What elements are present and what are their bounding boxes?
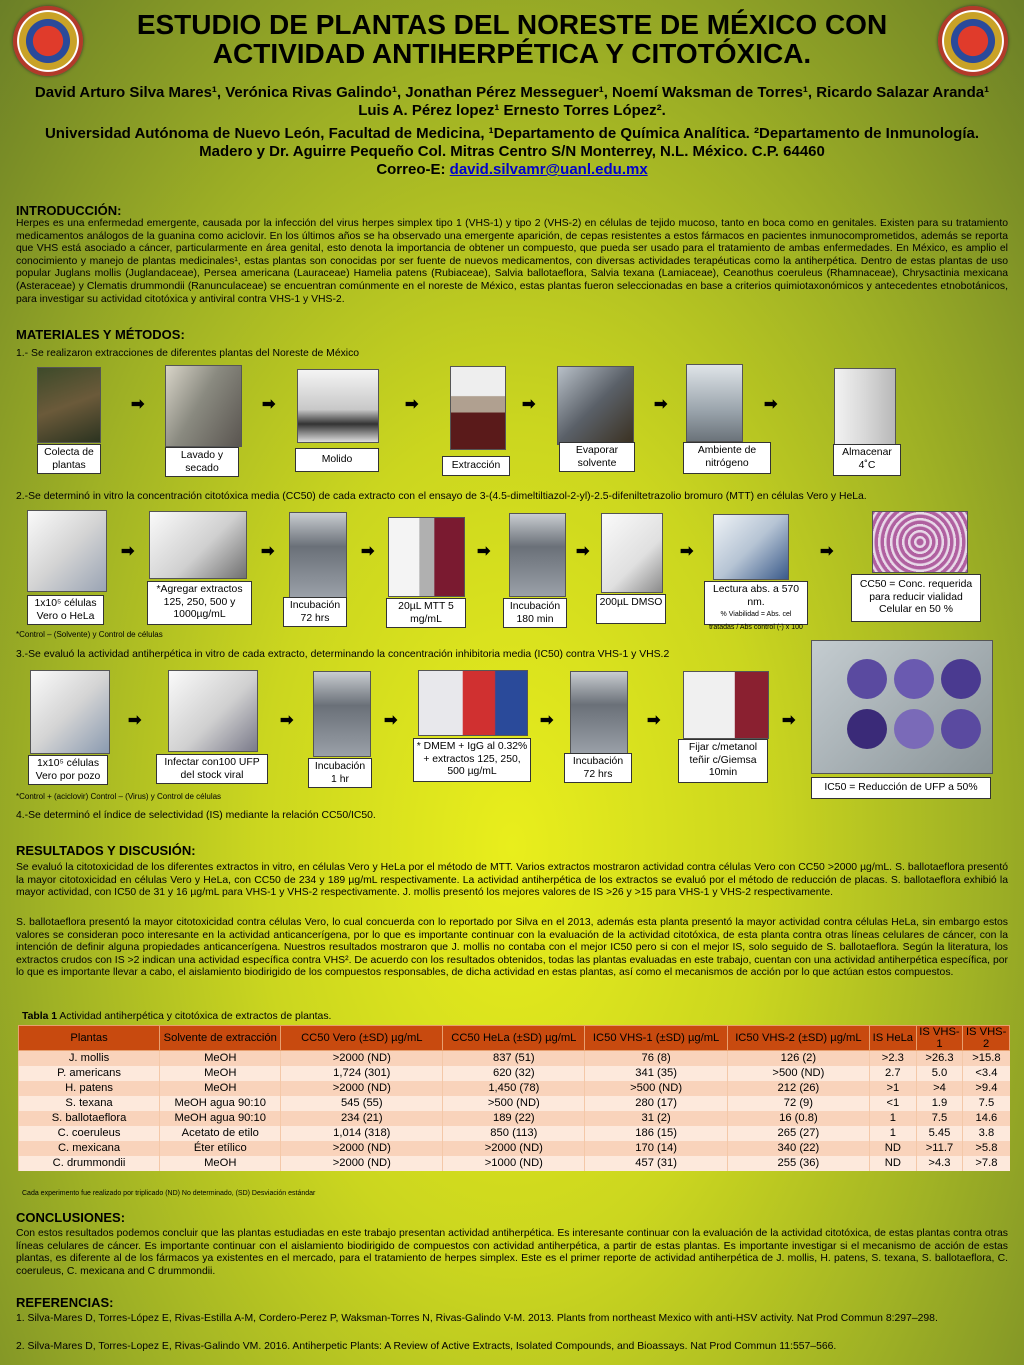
table-row [19,1111,1010,1126]
table-cell: 170 (14) [585,1141,727,1156]
table-cell: 7.5 [916,1111,963,1126]
label-incubation-72: Incubación 72 hrs [283,597,347,627]
photo-96-well-plate [872,511,968,573]
results-table [18,1025,1010,1171]
table-cell: <3.4 [963,1066,1010,1081]
table-row [19,1096,1010,1111]
table-cell: 186 (15) [585,1126,727,1141]
table-cell: 341 (35) [585,1066,727,1081]
label-infect: Infectar con100 UFP del stock viral [156,754,268,784]
affiliation-line-2: Madero y Dr. Aguirre Pequeño Col. Mitras Centro S/N Monterrey, N.L. México. C.P. 64460 [199,143,825,160]
table-cell: 545 (55) [281,1096,443,1111]
label-read-abs-text: Lectura abs. a 570 nm. [712,584,800,608]
uanl-seal-icon [13,6,83,76]
photo-mtt [388,517,465,597]
th-cc50-hela: CC50 HeLa (±SD) µg/mL [443,1026,585,1051]
photo-incubator-3 [313,671,371,757]
label-grind: Molido [295,448,379,472]
arrow-icon: ➡ [647,712,661,729]
label-incubation-72b: Incubación 72 hrs [564,753,632,783]
arrow-icon: ➡ [576,543,590,560]
table-cell: >2.3 [870,1051,917,1067]
table-cell: 1,450 (78) [443,1081,585,1096]
table-row [19,1126,1010,1141]
photo-giemsa [683,671,769,739]
arrow-icon: ➡ [131,396,145,413]
table-cell: 5.0 [916,1066,963,1081]
photo-incubator [289,512,347,598]
table-cell: S. ballotaeflora [19,1111,160,1126]
photo-incubator-4 [570,671,628,755]
label-cells-per-well: 1x10⁵ células Vero por pozo [28,755,108,785]
table-cell: MeOH [160,1051,281,1067]
table-cell: >500 (ND) [727,1066,869,1081]
label-nitrogen: Ambiente de nitrógeno [683,442,771,474]
photo-cells-plate [27,510,107,592]
intro-heading: INTRODUCCIÓN: [16,203,122,218]
table-cell: 212 (26) [727,1081,869,1096]
table-cell: >4.3 [916,1156,963,1171]
authors-line-2: Luis A. Pérez lopez¹ Ernesto Torres López². [358,102,666,119]
authors-line-1: David Arturo Silva Mares¹, Verónica Rivas Galindo¹, Jonathan Pérez Messeguer¹, Noemí Waksman de Torres¹, Ricardo Salazar Aranda¹ [34,84,990,101]
arrow-icon: ➡ [121,543,135,560]
table-cell: >2000 (ND) [281,1081,443,1096]
table-row [19,1081,1010,1096]
table-cell: >26.3 [916,1051,963,1067]
table-cell: S. texana [19,1096,160,1111]
label-fix-stain: Fijar c/metanol teñir c/Giemsa 10min [678,739,768,783]
table-cell: 620 (32) [443,1066,585,1081]
table-cell: >2000 (ND) [443,1141,585,1156]
table-cell: 1,014 (318) [281,1126,443,1141]
label-incubation-180: Incubación 180 min [503,598,567,628]
table-cell: 16 (0.8) [727,1111,869,1126]
email-line [20,161,1004,179]
arrow-icon: ➡ [384,712,398,729]
table-cell: 280 (17) [585,1096,727,1111]
methods-heading: MATERIALES Y MÉTODOS: [16,327,185,342]
arrow-icon: ➡ [405,396,419,413]
table-cell: 14.6 [963,1111,1010,1126]
table-cell: >2000 (ND) [281,1141,443,1156]
label-incubation-1h: Incubación 1 hr [308,758,372,788]
table-cell: 265 (27) [727,1126,869,1141]
th-is-vhs1: IS VHS-1 [916,1026,963,1051]
intro-text: Herpes es una enfermedad emergente, causada por la infección del virus herpes simplex tipo 1 (VHS-1) y tipo 2 (VHS-2) en células de tejido mucoso, tanto en boca como en genitales. Existen para su tratamiento medicamentos análogos de la guanina como aciclovir. En los últimos años se ha observado una emergente aparición, de cepas resistentes a estos fármacos en pacientes inmunocomprometidos, además se reporta que VHS está asociado a cáncer, particularmente en área genital, esto denota la importancia de obtener un compuesto, que pueda ser usado para el tratamiento de ambas enfermedades. En México, es amplio el conocimiento y manejo de plantas medicinales¹, estas plantas son conocidas por ser fuente de nuevos medicamentos, con diversas actividades terapéuticas como la antiherpética. Dentro de estas plantas de uso popular Juglans mollis (Juglandaceae), Persea americana (Lauraceae) Hamelia patens (Rubiaceae), Salvia ballotaeflora, Salvia texana (Lamiaceae), Ceanothus coeruleus (Rhamnaceae), Chrysactinia mexicana (Asteraceae) y Clematis drummondii (Ranunculaceae) se encuentran comúnmente en el noreste de México, estas plantas fueron seleccionadas en base a criterios quimiotaxonómicos y antecedentes etnobotánicos, para investigar su actividad citotóxica y antiviral contra VHS-1 y VHS-2. [16,218,1008,305]
table-cell: 7.5 [963,1096,1010,1111]
label-mtt: 20µL MTT 5 mg/mL [386,598,466,628]
label-cc50-definition: CC50 = Conc. requerida para reducir vialidad Celular en 50 % [851,574,981,622]
photo-incubator-2 [509,513,566,597]
label-extraction: Extracción [442,456,510,476]
affiliation [20,125,1004,179]
photo-faucet [165,365,242,447]
table-cell: >15.8 [963,1051,1010,1067]
table-caption-text: Actividad antiherpética y citotóxica de extractos de plantas. [57,1011,332,1022]
table-cell: 234 (21) [281,1111,443,1126]
table-cell: C. mexicana [19,1141,160,1156]
table-cell: 2.7 [870,1066,917,1081]
arrow-icon: ➡ [522,396,536,413]
photo-infect [168,670,258,752]
table-cell: >1 [870,1081,917,1096]
arrow-icon: ➡ [261,543,275,560]
arrow-icon: ➡ [280,712,294,729]
table-cell: >11.7 [916,1141,963,1156]
table-cell: 850 (113) [443,1126,585,1141]
step2-text: 2.-Se determinó in vitro la concentración citotóxica media (CC50) de cada extracto con el ensayo de 3-(4.5-dimeltiltiazol-2-yl)-2.5-difeniltetrazolio bromuro (MTT) en células Vero y HeLa. [16,491,867,502]
table-caption-bold: Tabla 1 [22,1011,58,1022]
table-row [19,1051,1010,1067]
table-cell: 5.45 [916,1126,963,1141]
table-footnote: Cada experimento fue realizado por triplicado (ND) No determinado, (SD) Desviación estándar [22,1190,316,1197]
table-cell: 3.8 [963,1126,1010,1141]
table-cell: <1 [870,1096,917,1111]
label-wash: Lavado y secado [165,447,239,477]
table-cell: P. americans [19,1066,160,1081]
table-cell: 255 (36) [727,1156,869,1171]
label-read-abs [704,581,808,631]
results-heading: RESULTADOS Y DISCUSIÓN: [16,843,196,858]
arrow-icon: ➡ [540,712,554,729]
label-store: Almacenar 4˚C [833,444,901,476]
photo-add-extracts [149,511,247,579]
table-cell: MeOH agua 90:10 [160,1111,281,1126]
table-cell: 126 (2) [727,1051,869,1067]
table-cell: 76 (8) [585,1051,727,1067]
arrow-icon: ➡ [128,712,142,729]
step2-note: *Control – (Solvente) y Control de células [16,630,163,639]
table-cell: >2000 (ND) [281,1156,443,1171]
affiliation-line-1: Universidad Autónoma de Nuevo León, Facultad de Medicina, ¹Departamento de Química Analítica. ²Departamento de Inmunología. [44,125,980,142]
table-row [19,1141,1010,1156]
step3-text: 3.-Se evaluó la actividad antiherpética in vitro de cada extracto, determinando la concentración inhibitoria media (IC50) contra VHS-1 y VHS.2 [16,649,670,660]
table-cell: J. mollis [19,1051,160,1067]
photo-dmso [601,513,663,593]
th-plantas: Plantas [19,1026,160,1051]
table-row [19,1066,1010,1081]
photo-rotavapor [557,366,634,445]
arrow-icon: ➡ [782,712,796,729]
step3-note: *Control + (aciclovir) Control – (Virus) y Control de células [16,792,222,801]
reference-1: 1. Silva-Mares D, Torres-López E, Rivas-Estilla A-M, Cordero-Perez P, Waksman-Torres N, Rivas-Galindo V-M. 2013. Plants from northeast Mexico with anti-HSV activity. Nat Prod Commun 8:297–298. [16,1313,938,1324]
arrow-icon: ➡ [764,396,778,413]
table-cell: Éter etílico [160,1141,281,1156]
th-solvente: Solvente de extracción [160,1026,281,1051]
table-cell: MeOH [160,1066,281,1081]
label-dmem-igg: * DMEM + IgG al 0.32% + extractos 125, 250, 500 µg/mL [413,738,531,782]
table-cell: ND [870,1141,917,1156]
table-cell: >9.4 [963,1081,1010,1096]
label-add-extracts: *Agregar extractos 125, 250, 500 y 1000µg/mL [147,581,252,625]
table-cell: C. coeruleus [19,1126,160,1141]
reference-2: 2. Silva-Mares D, Torres-Lopez E, Rivas-Galindo VM. 2016. Antiherpetic Plants: A Review of Active Extracts, Isolated Compounds, and Bioassays. Nat Prod Commun 11:557–566. [16,1341,837,1352]
viability-formula: % Viabilidad = Abs. cel tratadas / Abs control (-) x 100 [709,611,803,631]
table-cell: ND [870,1156,917,1171]
step1-text: 1.- Se realizaron extracciones de diferentes plantas del Noreste de México [16,348,360,359]
table-body [19,1051,1010,1172]
table-cell: 1 [870,1126,917,1141]
step4-text: 4.-Se determinó el índice de selectividad (IS) mediante la relación CC50/IC50. [16,810,376,821]
table-cell: 31 (2) [585,1111,727,1126]
table-cell: >500 (ND) [585,1081,727,1096]
table-cell: C. drummondii [19,1156,160,1171]
photo-nitrogen [686,364,743,442]
arrow-icon: ➡ [361,543,375,560]
arrow-icon: ➡ [262,396,276,413]
poster-title: ESTUDIO DE PLANTAS DEL NORESTE DE MÉXICO CON ACTIVIDAD ANTIHERPÉTICA Y CITOTÓXICA. [136,9,888,69]
th-is-hela: IS HeLa [870,1026,917,1051]
photo-dmeg-igg [418,670,528,736]
photo-cells-wells [30,670,110,754]
arrow-icon: ➡ [477,543,491,560]
photo-blender [297,369,379,443]
table-cell: Acetato de etilo [160,1126,281,1141]
conclusions-heading: CONCLUSIONES: [16,1210,126,1225]
table-cell: >7.8 [963,1156,1010,1171]
references-heading: REFERENCIAS: [16,1295,114,1310]
th-cc50-vero: CC50 Vero (±SD) µg/mL [281,1026,443,1051]
photo-extraction-flask [450,366,506,450]
table-cell: MeOH [160,1081,281,1096]
photo-plate-reader [713,514,789,580]
table-cell: 457 (31) [585,1156,727,1171]
photo-fridge [834,368,896,445]
table-cell: 837 (51) [443,1051,585,1067]
table-cell: >1000 (ND) [443,1156,585,1171]
table-row [19,1156,1010,1171]
table-cell: 1 [870,1111,917,1126]
label-collect: Colecta de plantas [37,444,101,474]
table-cell: H. patens [19,1081,160,1096]
table-header-row [19,1026,1010,1051]
label-cells: 1x10⁵ células Vero o HeLa [27,595,104,625]
table-cell: >500 (ND) [443,1096,585,1111]
results-paragraph-2: S. ballotaeflora presentó la mayor citotoxicidad contra células Vero, lo cual concuerda con lo reportado por Silva en el 2013, además esta planta presentó la mayor actividad contra células HeLa, sin embargo estos valores se consideran poco interesante en la actividad anticancerígena, por lo que es importante continuar con la evaluación de la actividad citotóxica, de esta planta contra otras líneas celulares de cáncer, con la intención de definir alguna propiedades anticancerígena. Nuestros resultados mostraron que J. mollis no contaba con el mejor IC50 pero si con el mejor IS, solo seguido de S. ballotaeflora. Según la literatura, los extractos crudos con IS >2 indican una actividad específica contra VHS². De acuerdo con los resultados obtenidos, todas las plantas evaluadas en este trabajo, cuentan con una actividad antiherpética específica, por lo que es importante llevar a cabo, el aislamiento biodirigido de los compuestos responsables, de dicha actividad en estas plantas, así como el mecanismos de acción por lo que actúan estos compuestos. [16,917,1008,979]
table-caption [22,1011,331,1022]
arrow-icon: ➡ [820,543,834,560]
th-is-vhs2: IS VHS-2 [963,1026,1010,1051]
table-cell: MeOH [160,1156,281,1171]
table-cell: 189 (22) [443,1111,585,1126]
label-ic50-definition: IC50 = Reducción de UFP a 50% [811,777,991,799]
authors [20,84,1004,120]
table-cell: 72 (9) [727,1096,869,1111]
photo-collect [37,367,101,443]
label-dmso: 200µL DMSO [596,594,666,624]
medicina-seal-icon [938,6,1008,76]
email-link[interactable]: david.silvamr@uanl.edu.mx [449,161,648,178]
email-label: Correo-E: [376,161,450,178]
conclusions-text: Con estos resultados podemos concluir que las plantas estudiadas en este trabajo presentan actividad antiherpética. Es interesante continuar con la evaluación de la actividad citotóxica, de estas plantas contra otras líneas celulares de cáncer. Es importante continuar con el aislamiento biodirigido de compuestos con actividad antiherpética, a partir de estas plantas. Es importante investigar si el mecanismo de acción de estas plantas, es diferente al de los fármacos ya existentes en el mercado, para el tratamiento de herpes simplex. Este es el primer reporte de actividad antiherpética de J. mollis, H. patens, S. texana, S. ballotaeflora, C. coeruleus, C. mexicana and C drummondii. [16,1228,1008,1277]
th-ic50-vhs2: IC50 VHS-2 (±SD) µg/mL [727,1026,869,1051]
table-cell: 1,724 (301) [281,1066,443,1081]
table-cell: 1.9 [916,1096,963,1111]
table-cell: >4 [916,1081,963,1096]
results-paragraph-1: Se evaluó la citotoxicidad de los diferentes extractos in vitro, en células Vero y HeLa por el método de MTT. Varios extractos mostraron actividad contra células Vero con CC50 >2000 µg/mL. S. ballotaeflora presentó la mayor citotoxicidad en células Vero y HeLa, con CC50 de 234 y 189 µg/mL respectivamente. La actividad antiherpética de los extractos se evaluó por el método de reducción de placas. S. ballotaeflora exhibió la mayor actividad, con IC50 de 31 y 16 µg/mL para VHS-1 y VHS-2 respectivamente. J. mollis presentó los mejores valores de IS >26 y >15 para VHS-1 y VHS-2 respectivamente. [16,862,1008,899]
label-evaporate: Evaporar solvente [559,442,635,472]
table-cell: >5.8 [963,1141,1010,1156]
arrow-icon: ➡ [654,396,668,413]
arrow-icon: ➡ [680,543,694,560]
th-ic50-vhs1: IC50 VHS-1 (±SD) µg/mL [585,1026,727,1051]
photo-plaque-plate [811,640,993,774]
table-cell: MeOH agua 90:10 [160,1096,281,1111]
table-cell: >2000 (ND) [281,1051,443,1067]
table-cell: 340 (22) [727,1141,869,1156]
